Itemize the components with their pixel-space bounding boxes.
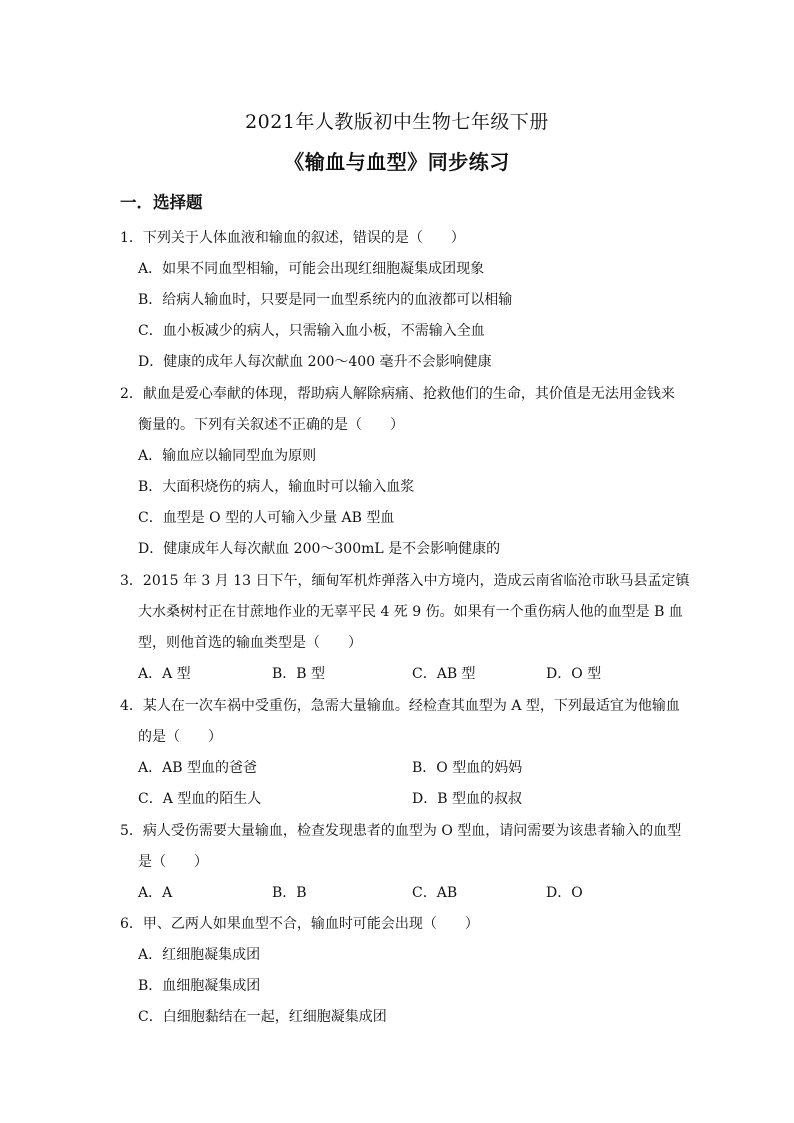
question-3-option-d: D．O 型 bbox=[546, 666, 602, 682]
document-subtitle: 《输血与血型》同步练习 bbox=[284, 150, 510, 174]
question-4-option-d: D．B 型血的叔叔 bbox=[412, 791, 522, 807]
question-2-option-c: C．血型是 O 型的人可输入少量 AB 型血 bbox=[138, 510, 395, 526]
question-3-stem-line-1: 3．2015 年 3 月 13 日下午，缅甸军机炸弹落入中方境内，造成云南省临沧市耿马县孟定镇 bbox=[120, 573, 690, 589]
question-3-stem-line-2: 大水桑树村正在甘蔗地作业的无辜平民 4 死 9 伤。如果有一个重伤病人他的血型是 B 血 bbox=[138, 604, 683, 620]
question-6-option-b: B．血细胞凝集成团 bbox=[138, 978, 261, 994]
question-3-option-c: C．AB 型 bbox=[412, 666, 476, 682]
question-1-option-b: B．给病人输血时，只要是同一血型系统内的血液都可以相输 bbox=[138, 292, 513, 308]
question-5-option-a: A．A bbox=[138, 885, 173, 901]
document-title: 2021年人教版初中生物七年级下册 bbox=[245, 111, 549, 133]
question-1-option-c: C．血小板减少的病人，只需输入血小板，不需输入全血 bbox=[138, 323, 485, 339]
question-5-stem-line-1: 5．病人受伤需要大量输血，检查发现患者的血型为 O 型血，请问需要为该患者输入的血型 bbox=[120, 823, 682, 839]
question-4-option-c: C．A 型血的陌生人 bbox=[138, 791, 262, 807]
question-4-option-a: A．AB 型血的爸爸 bbox=[138, 760, 257, 776]
question-3-option-b: B．B 型 bbox=[272, 666, 326, 682]
question-3-option-a: A．A 型 bbox=[138, 666, 191, 682]
question-5-option-b: B．B bbox=[272, 885, 307, 901]
question-6-stem: 6．甲、乙两人如果血型不合，输血时可能会出现（ ） bbox=[120, 916, 479, 932]
question-5-option-c: C．AB bbox=[412, 885, 458, 901]
question-2-option-a: A．输血应以输同型血为原则 bbox=[138, 448, 317, 464]
question-4-stem-line-1: 4．某人在一次车祸中受重伤，急需大量输血。经检查其血型为 A 型，下列最适宜为他输血 bbox=[120, 698, 680, 714]
question-2-stem-line-1: 2．献血是爱心奉献的体现，帮助病人解除病痛、抢救他们的生命，其价值是无法用金钱来 bbox=[120, 386, 675, 402]
question-5-option-d: D．O bbox=[546, 885, 583, 901]
question-1-option-d: D．健康的成年人每次献血 200～400 毫升不会影响健康 bbox=[138, 354, 492, 370]
question-1-option-a: A．如果不同血型相输，可能会出现红细胞凝集成团现象 bbox=[138, 261, 485, 277]
question-5-stem-line-2: 是（ ） bbox=[138, 854, 208, 870]
question-4-option-b: B．O 型血的妈妈 bbox=[412, 760, 523, 776]
question-2-option-d: D．健康成年人每次献血 200～300mL 是不会影响健康的 bbox=[138, 541, 501, 557]
question-6-option-c: C．白细胞黏结在一起，红细胞凝集成团 bbox=[138, 1009, 387, 1025]
question-4-stem-line-2: 的是（ ） bbox=[138, 729, 222, 745]
question-2-option-b: B．大面积烧伤的病人，输血时可以输入血浆 bbox=[138, 479, 415, 495]
question-3-stem-line-3: 型，则他首选的输血类型是（ ） bbox=[138, 635, 362, 651]
question-1-stem: 1．下列关于人体血液和输血的叙述，错误的是（ ） bbox=[120, 230, 465, 246]
section-heading: 一．选择题 bbox=[120, 193, 203, 212]
question-6-option-a: A．红细胞凝集成团 bbox=[138, 947, 261, 963]
question-2-stem-line-2: 衡量的。下列有关叙述不正确的是（ ） bbox=[138, 417, 404, 433]
